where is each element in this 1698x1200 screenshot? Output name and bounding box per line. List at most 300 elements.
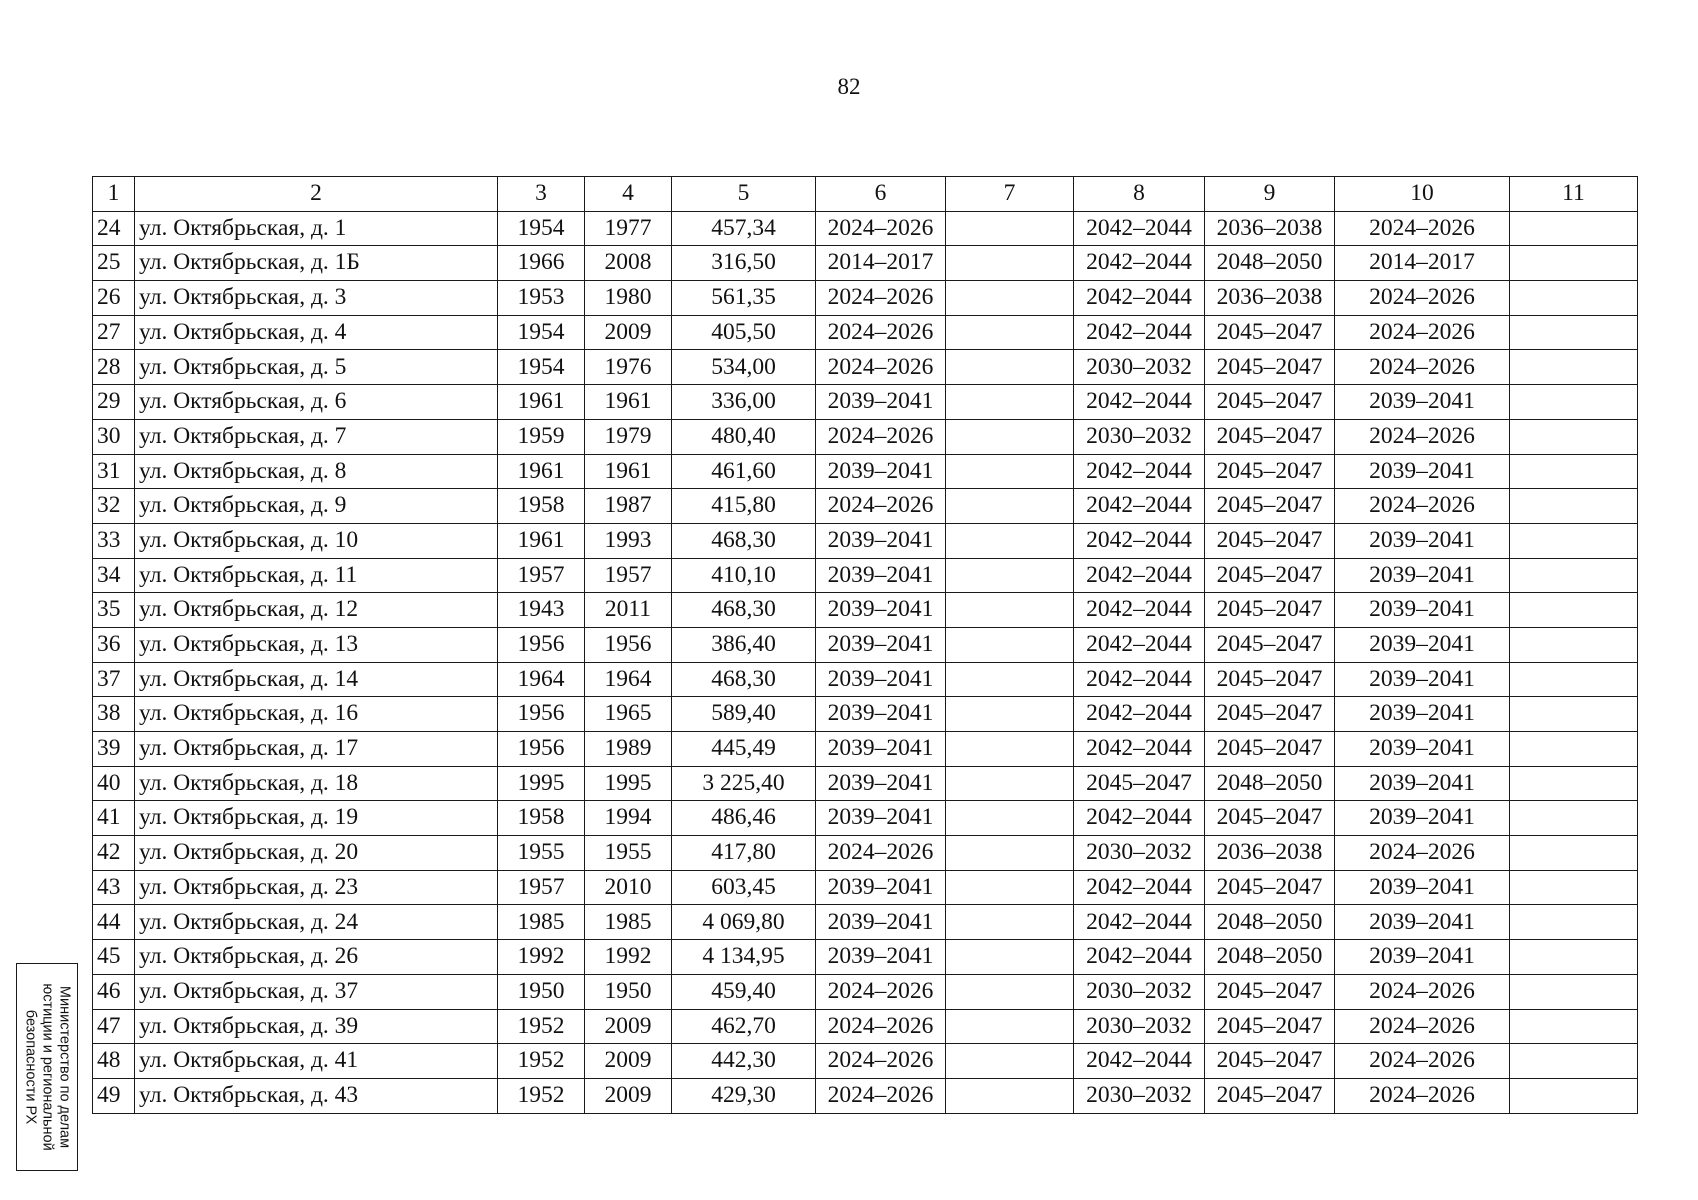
cell-period-col8: 2042–2044 bbox=[1074, 315, 1205, 350]
cell-period-col10: 2039–2041 bbox=[1335, 627, 1510, 662]
cell-period-col11 bbox=[1510, 593, 1638, 628]
cell-row-number: 46 bbox=[93, 974, 135, 1009]
cell-period-col10: 2024–2026 bbox=[1335, 836, 1510, 871]
cell-year-overhaul: 1977 bbox=[585, 211, 672, 246]
cell-address: ул. Октябрьская, д. 37 bbox=[135, 974, 498, 1009]
table-row bbox=[93, 1009, 1638, 1044]
cell-period-col9: 2045–2047 bbox=[1205, 1009, 1335, 1044]
cell-period-col10: 2024–2026 bbox=[1335, 489, 1510, 524]
cell-period-col6: 2039–2041 bbox=[816, 697, 946, 732]
cell-period-col10: 2039–2041 bbox=[1335, 593, 1510, 628]
cell-area: 459,40 bbox=[672, 974, 816, 1009]
table-row bbox=[93, 281, 1638, 316]
cell-area: 4 069,80 bbox=[672, 905, 816, 940]
cell-period-col8: 2045–2047 bbox=[1074, 766, 1205, 801]
cell-period-col9: 2036–2038 bbox=[1205, 281, 1335, 316]
cell-year-overhaul: 1955 bbox=[585, 836, 672, 871]
table-row bbox=[93, 558, 1638, 593]
cell-address: ул. Октябрьская, д. 11 bbox=[135, 558, 498, 593]
cell-period-col7 bbox=[946, 350, 1074, 385]
cell-area: 405,50 bbox=[672, 315, 816, 350]
cell-period-col7 bbox=[946, 870, 1074, 905]
cell-year-built: 1961 bbox=[498, 385, 585, 420]
table-row bbox=[93, 662, 1638, 697]
cell-year-built: 1952 bbox=[498, 1078, 585, 1113]
table-row bbox=[93, 211, 1638, 246]
cell-period-col6: 2039–2041 bbox=[816, 593, 946, 628]
cell-address: ул. Октябрьская, д. 3 bbox=[135, 281, 498, 316]
cell-year-built: 1961 bbox=[498, 454, 585, 489]
cell-period-col9: 2045–2047 bbox=[1205, 385, 1335, 420]
header-cell-5: 5 bbox=[672, 177, 816, 212]
cell-period-col7 bbox=[946, 974, 1074, 1009]
cell-period-col8: 2042–2044 bbox=[1074, 940, 1205, 975]
cell-address: ул. Октябрьская, д. 4 bbox=[135, 315, 498, 350]
cell-row-number: 45 bbox=[93, 940, 135, 975]
cell-year-overhaul: 1993 bbox=[585, 523, 672, 558]
cell-period-col11 bbox=[1510, 315, 1638, 350]
cell-period-col7 bbox=[946, 662, 1074, 697]
cell-area: 461,60 bbox=[672, 454, 816, 489]
cell-period-col11 bbox=[1510, 211, 1638, 246]
cell-address: ул. Октябрьская, д. 1 bbox=[135, 211, 498, 246]
cell-address: ул. Октябрьская, д. 14 bbox=[135, 662, 498, 697]
header-cell-2: 2 bbox=[135, 177, 498, 212]
cell-row-number: 28 bbox=[93, 350, 135, 385]
cell-period-col11 bbox=[1510, 974, 1638, 1009]
cell-period-col6: 2039–2041 bbox=[816, 905, 946, 940]
cell-period-col11 bbox=[1510, 697, 1638, 732]
cell-period-col6: 2024–2026 bbox=[816, 315, 946, 350]
cell-period-col10: 2024–2026 bbox=[1335, 281, 1510, 316]
table-row bbox=[93, 1044, 1638, 1079]
table-row bbox=[93, 489, 1638, 524]
cell-year-overhaul: 1956 bbox=[585, 627, 672, 662]
cell-year-overhaul: 1994 bbox=[585, 801, 672, 836]
header-cell-4: 4 bbox=[585, 177, 672, 212]
cell-period-col11 bbox=[1510, 836, 1638, 871]
cell-address: ул. Октябрьская, д. 43 bbox=[135, 1078, 498, 1113]
housing-schedule-table bbox=[92, 176, 1638, 1114]
cell-year-built: 1961 bbox=[498, 523, 585, 558]
cell-period-col11 bbox=[1510, 870, 1638, 905]
cell-row-number: 34 bbox=[93, 558, 135, 593]
cell-period-col9: 2045–2047 bbox=[1205, 489, 1335, 524]
cell-period-col7 bbox=[946, 593, 1074, 628]
cell-period-col6: 2039–2041 bbox=[816, 766, 946, 801]
cell-period-col9: 2045–2047 bbox=[1205, 1044, 1335, 1079]
cell-period-col7 bbox=[946, 905, 1074, 940]
cell-area: 316,50 bbox=[672, 246, 816, 281]
cell-period-col10: 2014–2017 bbox=[1335, 246, 1510, 281]
cell-row-number: 38 bbox=[93, 697, 135, 732]
table-row bbox=[93, 350, 1638, 385]
cell-year-built: 1958 bbox=[498, 489, 585, 524]
cell-year-built: 1956 bbox=[498, 697, 585, 732]
table-row bbox=[93, 593, 1638, 628]
cell-period-col6: 2039–2041 bbox=[816, 523, 946, 558]
cell-period-col7 bbox=[946, 211, 1074, 246]
cell-period-col11 bbox=[1510, 1044, 1638, 1079]
cell-period-col6: 2024–2026 bbox=[816, 350, 946, 385]
cell-year-built: 1950 bbox=[498, 974, 585, 1009]
cell-period-col7 bbox=[946, 627, 1074, 662]
cell-period-col8: 2042–2044 bbox=[1074, 627, 1205, 662]
cell-period-col8: 2030–2032 bbox=[1074, 974, 1205, 1009]
header-cell-8: 8 bbox=[1074, 177, 1205, 212]
cell-period-col8: 2030–2032 bbox=[1074, 1009, 1205, 1044]
ministry-stamp bbox=[16, 963, 78, 1171]
cell-year-overhaul: 2008 bbox=[585, 246, 672, 281]
cell-period-col10: 2024–2026 bbox=[1335, 1078, 1510, 1113]
cell-year-built: 1966 bbox=[498, 246, 585, 281]
cell-period-col7 bbox=[946, 836, 1074, 871]
cell-period-col9: 2036–2038 bbox=[1205, 211, 1335, 246]
cell-year-overhaul: 2009 bbox=[585, 1078, 672, 1113]
cell-year-overhaul: 1985 bbox=[585, 905, 672, 940]
cell-row-number: 27 bbox=[93, 315, 135, 350]
table-body bbox=[93, 211, 1638, 1113]
cell-row-number: 29 bbox=[93, 385, 135, 420]
cell-period-col8: 2030–2032 bbox=[1074, 836, 1205, 871]
cell-row-number: 26 bbox=[93, 281, 135, 316]
cell-year-built: 1954 bbox=[498, 350, 585, 385]
cell-period-col9: 2045–2047 bbox=[1205, 697, 1335, 732]
cell-period-col7 bbox=[946, 523, 1074, 558]
cell-period-col9: 2048–2050 bbox=[1205, 905, 1335, 940]
cell-area: 480,40 bbox=[672, 419, 816, 454]
cell-period-col11 bbox=[1510, 662, 1638, 697]
cell-period-col7 bbox=[946, 1078, 1074, 1113]
cell-address: ул. Октябрьская, д. 39 bbox=[135, 1009, 498, 1044]
cell-period-col7 bbox=[946, 385, 1074, 420]
cell-period-col10: 2039–2041 bbox=[1335, 732, 1510, 767]
table-row bbox=[93, 905, 1638, 940]
cell-address: ул. Октябрьская, д. 7 bbox=[135, 419, 498, 454]
cell-period-col6: 2024–2026 bbox=[816, 281, 946, 316]
cell-area: 410,10 bbox=[672, 558, 816, 593]
cell-area: 429,30 bbox=[672, 1078, 816, 1113]
cell-period-col8: 2042–2044 bbox=[1074, 558, 1205, 593]
table-row bbox=[93, 836, 1638, 871]
cell-year-overhaul: 1965 bbox=[585, 697, 672, 732]
cell-period-col6: 2039–2041 bbox=[816, 940, 946, 975]
cell-row-number: 39 bbox=[93, 732, 135, 767]
cell-address: ул. Октябрьская, д. 18 bbox=[135, 766, 498, 801]
cell-year-overhaul: 1976 bbox=[585, 350, 672, 385]
cell-period-col10: 2039–2041 bbox=[1335, 523, 1510, 558]
cell-area: 462,70 bbox=[672, 1009, 816, 1044]
cell-area: 534,00 bbox=[672, 350, 816, 385]
table-row bbox=[93, 732, 1638, 767]
cell-address: ул. Октябрьская, д. 16 bbox=[135, 697, 498, 732]
cell-period-col11 bbox=[1510, 246, 1638, 281]
table-row bbox=[93, 801, 1638, 836]
cell-period-col10: 2024–2026 bbox=[1335, 1009, 1510, 1044]
cell-year-built: 1964 bbox=[498, 662, 585, 697]
cell-period-col8: 2042–2044 bbox=[1074, 1044, 1205, 1079]
cell-period-col9: 2045–2047 bbox=[1205, 870, 1335, 905]
cell-period-col10: 2024–2026 bbox=[1335, 1044, 1510, 1079]
cell-period-col7 bbox=[946, 940, 1074, 975]
cell-period-col8: 2042–2044 bbox=[1074, 454, 1205, 489]
cell-row-number: 32 bbox=[93, 489, 135, 524]
cell-period-col10: 2039–2041 bbox=[1335, 558, 1510, 593]
cell-period-col8: 2030–2032 bbox=[1074, 419, 1205, 454]
table-row bbox=[93, 454, 1638, 489]
cell-period-col9: 2045–2047 bbox=[1205, 662, 1335, 697]
cell-year-built: 1954 bbox=[498, 315, 585, 350]
cell-period-col10: 2039–2041 bbox=[1335, 662, 1510, 697]
cell-period-col11 bbox=[1510, 1078, 1638, 1113]
cell-period-col8: 2042–2044 bbox=[1074, 801, 1205, 836]
cell-year-built: 1985 bbox=[498, 905, 585, 940]
cell-area: 386,40 bbox=[672, 627, 816, 662]
header-row bbox=[93, 177, 1638, 212]
cell-period-col9: 2045–2047 bbox=[1205, 315, 1335, 350]
table-row bbox=[93, 940, 1638, 975]
cell-address: ул. Октябрьская, д. 17 bbox=[135, 732, 498, 767]
cell-row-number: 30 bbox=[93, 419, 135, 454]
table-row bbox=[93, 246, 1638, 281]
cell-period-col10: 2039–2041 bbox=[1335, 766, 1510, 801]
cell-period-col7 bbox=[946, 315, 1074, 350]
cell-period-col6: 2039–2041 bbox=[816, 801, 946, 836]
cell-period-col8: 2042–2044 bbox=[1074, 732, 1205, 767]
cell-year-overhaul: 2010 bbox=[585, 870, 672, 905]
cell-row-number: 37 bbox=[93, 662, 135, 697]
cell-period-col8: 2042–2044 bbox=[1074, 489, 1205, 524]
cell-area: 417,80 bbox=[672, 836, 816, 871]
cell-year-built: 1995 bbox=[498, 766, 585, 801]
cell-address: ул. Октябрьская, д. 6 bbox=[135, 385, 498, 420]
cell-area: 603,45 bbox=[672, 870, 816, 905]
cell-period-col11 bbox=[1510, 454, 1638, 489]
cell-period-col9: 2045–2047 bbox=[1205, 523, 1335, 558]
table-row bbox=[93, 419, 1638, 454]
cell-year-overhaul: 2009 bbox=[585, 1044, 672, 1079]
cell-year-built: 1956 bbox=[498, 732, 585, 767]
cell-period-col7 bbox=[946, 454, 1074, 489]
cell-period-col7 bbox=[946, 1009, 1074, 1044]
cell-area: 445,49 bbox=[672, 732, 816, 767]
cell-period-col7 bbox=[946, 489, 1074, 524]
cell-period-col11 bbox=[1510, 905, 1638, 940]
cell-period-col6: 2024–2026 bbox=[816, 974, 946, 1009]
cell-period-col8: 2042–2044 bbox=[1074, 385, 1205, 420]
cell-period-col6: 2024–2026 bbox=[816, 419, 946, 454]
table-row bbox=[93, 870, 1638, 905]
cell-row-number: 33 bbox=[93, 523, 135, 558]
header-cell-7: 7 bbox=[946, 177, 1074, 212]
table-row bbox=[93, 697, 1638, 732]
cell-period-col6: 2039–2041 bbox=[816, 454, 946, 489]
cell-area: 442,30 bbox=[672, 1044, 816, 1079]
cell-year-built: 1956 bbox=[498, 627, 585, 662]
cell-period-col8: 2042–2044 bbox=[1074, 870, 1205, 905]
cell-address: ул. Октябрьская, д. 20 bbox=[135, 836, 498, 871]
cell-row-number: 48 bbox=[93, 1044, 135, 1079]
cell-address: ул. Октябрьская, д. 12 bbox=[135, 593, 498, 628]
cell-period-col9: 2045–2047 bbox=[1205, 419, 1335, 454]
cell-year-overhaul: 1961 bbox=[585, 385, 672, 420]
stamp-line: юстиции и региональной bbox=[39, 983, 56, 1151]
cell-period-col9: 2048–2050 bbox=[1205, 766, 1335, 801]
cell-period-col8: 2042–2044 bbox=[1074, 697, 1205, 732]
cell-row-number: 49 bbox=[93, 1078, 135, 1113]
cell-year-built: 1955 bbox=[498, 836, 585, 871]
cell-period-col8: 2042–2044 bbox=[1074, 662, 1205, 697]
cell-area: 336,00 bbox=[672, 385, 816, 420]
cell-period-col9: 2045–2047 bbox=[1205, 974, 1335, 1009]
cell-period-col8: 2042–2044 bbox=[1074, 905, 1205, 940]
cell-period-col6: 2039–2041 bbox=[816, 385, 946, 420]
cell-year-built: 1943 bbox=[498, 593, 585, 628]
cell-period-col6: 2024–2026 bbox=[816, 489, 946, 524]
cell-year-overhaul: 1964 bbox=[585, 662, 672, 697]
cell-period-col10: 2024–2026 bbox=[1335, 315, 1510, 350]
table-row bbox=[93, 385, 1638, 420]
cell-address: ул. Октябрьская, д. 8 bbox=[135, 454, 498, 489]
cell-period-col11 bbox=[1510, 350, 1638, 385]
cell-period-col7 bbox=[946, 766, 1074, 801]
cell-period-col7 bbox=[946, 1044, 1074, 1079]
cell-area: 561,35 bbox=[672, 281, 816, 316]
cell-year-overhaul: 1987 bbox=[585, 489, 672, 524]
cell-row-number: 47 bbox=[93, 1009, 135, 1044]
cell-year-overhaul: 1989 bbox=[585, 732, 672, 767]
cell-year-overhaul: 2009 bbox=[585, 315, 672, 350]
page-number: 82 bbox=[837, 74, 861, 99]
cell-period-col8: 2042–2044 bbox=[1074, 593, 1205, 628]
cell-period-col6: 2039–2041 bbox=[816, 870, 946, 905]
cell-address: ул. Октябрьская, д. 26 bbox=[135, 940, 498, 975]
cell-year-built: 1953 bbox=[498, 281, 585, 316]
cell-address: ул. Октябрьская, д. 10 bbox=[135, 523, 498, 558]
cell-period-col7 bbox=[946, 246, 1074, 281]
cell-period-col11 bbox=[1510, 627, 1638, 662]
cell-address: ул. Октябрьская, д. 23 bbox=[135, 870, 498, 905]
cell-period-col10: 2039–2041 bbox=[1335, 870, 1510, 905]
cell-period-col9: 2045–2047 bbox=[1205, 732, 1335, 767]
cell-area: 468,30 bbox=[672, 523, 816, 558]
cell-period-col11 bbox=[1510, 523, 1638, 558]
cell-row-number: 40 bbox=[93, 766, 135, 801]
cell-year-built: 1959 bbox=[498, 419, 585, 454]
cell-year-overhaul: 2009 bbox=[585, 1009, 672, 1044]
cell-period-col6: 2024–2026 bbox=[816, 1078, 946, 1113]
cell-period-col10: 2039–2041 bbox=[1335, 905, 1510, 940]
cell-area: 457,34 bbox=[672, 211, 816, 246]
cell-period-col6: 2024–2026 bbox=[816, 1009, 946, 1044]
header-cell-10: 10 bbox=[1335, 177, 1510, 212]
stamp-line: безопасности РХ bbox=[22, 1009, 39, 1125]
cell-period-col9: 2045–2047 bbox=[1205, 454, 1335, 489]
cell-year-built: 1952 bbox=[498, 1044, 585, 1079]
stamp-text bbox=[22, 963, 73, 1171]
cell-period-col10: 2024–2026 bbox=[1335, 211, 1510, 246]
cell-row-number: 25 bbox=[93, 246, 135, 281]
cell-period-col11 bbox=[1510, 1009, 1638, 1044]
cell-address: ул. Октябрьская, д. 9 bbox=[135, 489, 498, 524]
header-cell-1: 1 bbox=[93, 177, 135, 212]
cell-area: 3 225,40 bbox=[672, 766, 816, 801]
housing-schedule-table-wrap bbox=[92, 176, 1637, 1114]
cell-period-col9: 2045–2047 bbox=[1205, 801, 1335, 836]
stamp-line: Министерство по делам bbox=[56, 985, 73, 1149]
cell-period-col11 bbox=[1510, 940, 1638, 975]
cell-year-built: 1958 bbox=[498, 801, 585, 836]
cell-year-built: 1952 bbox=[498, 1009, 585, 1044]
cell-period-col7 bbox=[946, 801, 1074, 836]
cell-year-overhaul: 1961 bbox=[585, 454, 672, 489]
cell-period-col6: 2024–2026 bbox=[816, 211, 946, 246]
cell-period-col10: 2039–2041 bbox=[1335, 697, 1510, 732]
header-cell-3: 3 bbox=[498, 177, 585, 212]
table-row bbox=[93, 766, 1638, 801]
cell-period-col9: 2036–2038 bbox=[1205, 836, 1335, 871]
cell-period-col9: 2045–2047 bbox=[1205, 593, 1335, 628]
cell-year-overhaul: 1979 bbox=[585, 419, 672, 454]
cell-period-col10: 2039–2041 bbox=[1335, 454, 1510, 489]
cell-row-number: 36 bbox=[93, 627, 135, 662]
cell-period-col6: 2014–2017 bbox=[816, 246, 946, 281]
cell-year-built: 1954 bbox=[498, 211, 585, 246]
cell-period-col7 bbox=[946, 281, 1074, 316]
cell-address: ул. Октябрьская, д. 19 bbox=[135, 801, 498, 836]
cell-area: 468,30 bbox=[672, 662, 816, 697]
cell-period-col6: 2024–2026 bbox=[816, 1044, 946, 1079]
cell-period-col11 bbox=[1510, 281, 1638, 316]
cell-period-col7 bbox=[946, 558, 1074, 593]
cell-period-col9: 2045–2047 bbox=[1205, 627, 1335, 662]
cell-period-col8: 2042–2044 bbox=[1074, 211, 1205, 246]
cell-period-col11 bbox=[1510, 385, 1638, 420]
cell-period-col11 bbox=[1510, 766, 1638, 801]
cell-period-col7 bbox=[946, 732, 1074, 767]
cell-period-col9: 2045–2047 bbox=[1205, 350, 1335, 385]
cell-area: 468,30 bbox=[672, 593, 816, 628]
cell-address: ул. Октябрьская, д. 5 bbox=[135, 350, 498, 385]
cell-row-number: 35 bbox=[93, 593, 135, 628]
cell-period-col8: 2030–2032 bbox=[1074, 350, 1205, 385]
cell-period-col10: 2039–2041 bbox=[1335, 940, 1510, 975]
cell-area: 589,40 bbox=[672, 697, 816, 732]
table-row bbox=[93, 974, 1638, 1009]
cell-year-overhaul: 1950 bbox=[585, 974, 672, 1009]
cell-period-col10: 2039–2041 bbox=[1335, 385, 1510, 420]
cell-period-col6: 2024–2026 bbox=[816, 836, 946, 871]
header-cell-9: 9 bbox=[1205, 177, 1335, 212]
cell-period-col7 bbox=[946, 697, 1074, 732]
cell-year-overhaul: 1980 bbox=[585, 281, 672, 316]
cell-period-col10: 2039–2041 bbox=[1335, 801, 1510, 836]
cell-period-col11 bbox=[1510, 489, 1638, 524]
table-row bbox=[93, 315, 1638, 350]
cell-period-col10: 2024–2026 bbox=[1335, 974, 1510, 1009]
table-row bbox=[93, 523, 1638, 558]
cell-period-col11 bbox=[1510, 801, 1638, 836]
cell-row-number: 24 bbox=[93, 211, 135, 246]
cell-period-col6: 2039–2041 bbox=[816, 732, 946, 767]
cell-period-col8: 2042–2044 bbox=[1074, 281, 1205, 316]
cell-year-built: 1992 bbox=[498, 940, 585, 975]
cell-period-col9: 2045–2047 bbox=[1205, 1078, 1335, 1113]
cell-period-col9: 2048–2050 bbox=[1205, 246, 1335, 281]
cell-period-col11 bbox=[1510, 419, 1638, 454]
cell-address: ул. Октябрьская, д. 13 bbox=[135, 627, 498, 662]
cell-year-built: 1957 bbox=[498, 870, 585, 905]
